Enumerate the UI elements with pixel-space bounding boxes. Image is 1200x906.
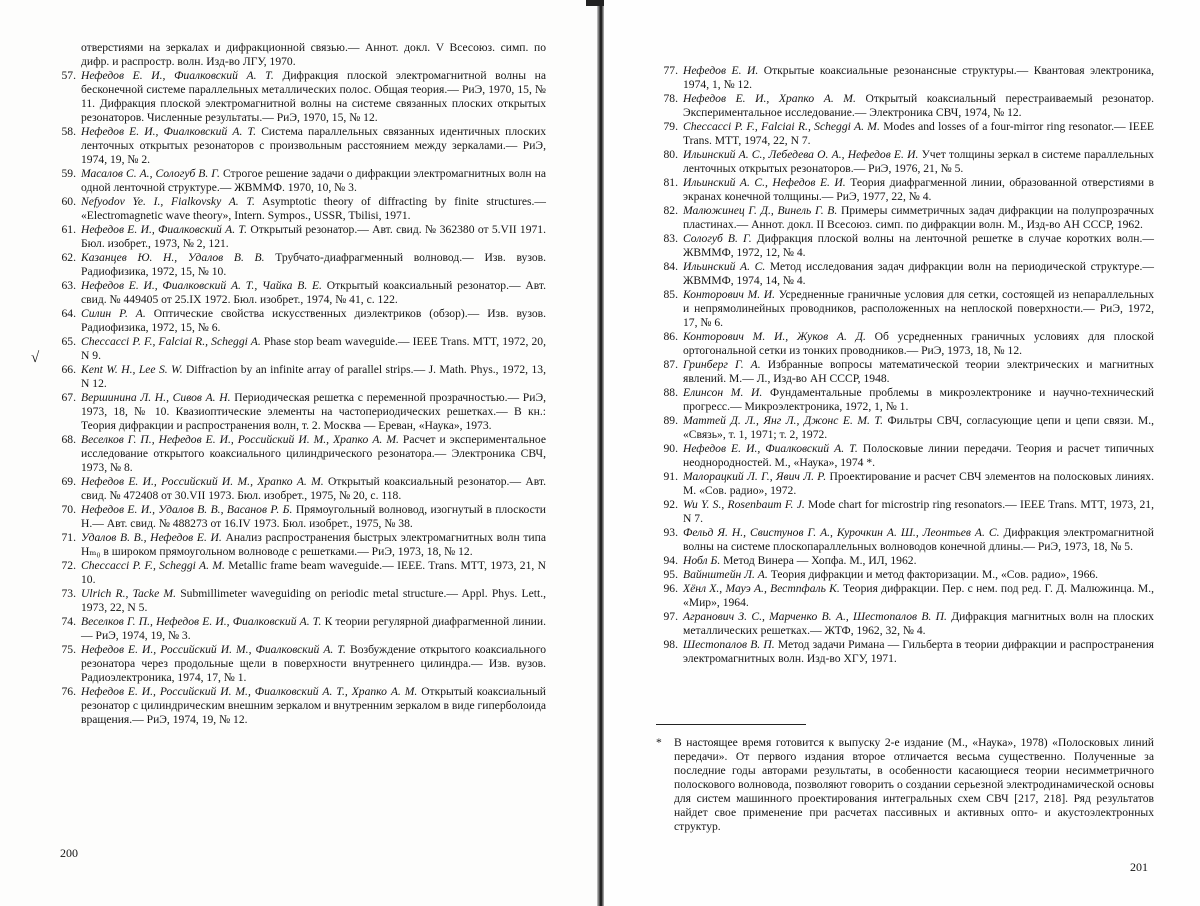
reference-number: 58. [61, 125, 76, 138]
reference-authors: Нефедов Е. И., Фиалковский А. Т. [81, 223, 248, 236]
reference-entry [54, 685, 546, 727]
footnote-text: В настоящее время готовится к выпуску 2-е издание (М., «Наука», 1978) «Полосковых линий передачи». От первого издания второе отличается весьма существенно. Полученные за последние годы авторами результаты, в особенности касающиеся теории несимметричного полоскового волновода, позволяют говорить о создании серьезной электродинамической основы для систем машинного проектирования интегральных схем СВЧ [217, 218]. Ряд результатов найдет свое применение при расчетах пассивных и активных опто- и акустоэлектронных структур. [674, 736, 1154, 833]
reference-text: Modes and losses of a four-mirror ring resonator.— IEEE Trans. MTT, 1974, 22, N 7. [683, 120, 1155, 147]
right-page [604, 0, 1200, 906]
reference-entry [656, 470, 1154, 498]
reference-number: 59. [61, 167, 76, 180]
reference-entry [656, 568, 1154, 582]
reference-text: Метод Винера — Хопфа. М., ИЛ, 1962. [723, 554, 917, 567]
reference-number: 72. [61, 559, 76, 572]
reference-text: Об усредненных граничных условиях для плоской ортогональной сетки из тонких проводников.— РиЭ, 1973, 18, № 12. [683, 330, 1154, 357]
reference-continuation: отверстиями на зеркалах и дифракционной связью.— Аннот. докл. V Всесоюз. симп. по дифр. и распростр. волн. Изд-во ЛГУ, 1970. [81, 41, 546, 68]
reference-authors: Малюжинец Г. Д., Винель Г. В. [683, 204, 838, 217]
reference-entry [54, 279, 546, 307]
reference-authors: Сологуб В. Г. [683, 232, 752, 245]
reference-number: 80. [663, 148, 678, 161]
reference-authors: Вершинина Л. Н., Сивов А. Н. [81, 391, 231, 404]
reference-text: Оптические свойства искусственных диэлектриков (обзор).— Изв. вузов. Радиофизика, 1972, 15, № 6. [81, 307, 546, 334]
reference-text: К теории регулярной диафрагменной линии.— РиЭ, 1974, 19, № 3. [81, 615, 546, 642]
reference-number: 93. [663, 526, 678, 539]
reference-number: 82. [663, 204, 678, 217]
reference-authors: Вайнштейн Л. А. [683, 568, 768, 581]
reference-authors: Нефедов Е. И., Фиалковский А. Т. [81, 69, 274, 82]
reference-number: 76. [61, 685, 76, 698]
reference-authors: Нефедов Е. И., Фиалковский А. Т., Чайка В. Е. [81, 279, 322, 292]
reference-authors: Нефедов Е. И., Фиалковский А. Т. [683, 442, 858, 455]
right-reference-column [656, 64, 1154, 666]
reference-authors: Малорацкий Л. Г., Явич Л. Р. [683, 470, 827, 483]
reference-authors: Nefyodov Ye. I., Fialkovsky A. T. [81, 195, 255, 208]
reference-authors: Конторович М. И., Жуков А. Д. [683, 330, 866, 343]
reference-number: 86. [663, 330, 678, 343]
reference-number: 89. [663, 414, 678, 427]
reference-text: Учет толщины зеркал в системе параллельных ленточных открытых резонаторов.— РиЭ, 1976, 21, № 5. [683, 148, 1154, 175]
reference-number: 88. [663, 386, 678, 399]
reference-entry [54, 475, 546, 503]
reference-authors: Нефедов Е. И., Российский И. М., Храпко А. М. [81, 475, 324, 488]
reference-entry [656, 498, 1154, 526]
reference-authors: Ильинский А. С., Лебедева О. А., Нефедов Е. И. [683, 148, 919, 161]
reference-authors: Ильинский А. С., Нефедов Е. И. [683, 176, 846, 189]
reference-entry [54, 251, 546, 279]
reference-text: Периодическая решетка с переменной прозрачностью.— РиЭ, 1973, 18, № 10. Квазиоптические элементы на частопериодических решетках.— В кн.: Теория дифракции и распространения волн, т. 2. Москва — Ереван, «Наука», 1973. [81, 391, 546, 432]
footnote-rule [656, 724, 806, 725]
reference-number: 68. [61, 433, 76, 446]
reference-entry [656, 92, 1154, 120]
reference-text: Расчет и экспериментальное исследование открытого коаксиального цилиндрического резонатора.— Электроника СВЧ, 1973, № 8. [81, 433, 547, 474]
left-reference-column [54, 41, 546, 727]
reference-entry [54, 195, 546, 223]
footnote [656, 736, 1154, 834]
reference-text: Mode chart for microstrip ring resonators.— IEEE Trans. MTT, 1973, 21, N 7. [683, 498, 1154, 525]
reference-authors: Checcacci P. F., Scheggi A. M. [81, 559, 225, 572]
reference-authors: Нефедов Е. И., Храпко А. М. [683, 92, 856, 105]
reference-text: Открытый коаксиальный перестраиваемый резонатор. Экспериментальное исследование.— Электроника СВЧ, 1974, № 12. [683, 92, 1154, 119]
reference-text: Полосковые линии передачи. Теория и расчет типичных неоднородностей. М., «Наука», 1974 *. [683, 442, 1154, 469]
reference-text: Метод исследования задач дифракции волн на периодической структуре.— ЖВММФ, 1974, 14, № 4. [683, 260, 1154, 287]
reference-authors: Нефедов Е. И., Российский И. М., Фиалковский А. Т. [81, 643, 346, 656]
reference-number: 57. [61, 69, 76, 82]
reference-text: Phase stop beam waveguide.— IEEE Trans. MTT, 1972, 20, N 9. [81, 335, 547, 362]
reference-number: 60. [61, 195, 76, 208]
reference-text: Трубчато-диафрагменный волновод.— Изв. вузов. Радиофизика, 1972, 15, № 10. [81, 251, 546, 278]
reference-entry [656, 64, 1154, 92]
reference-entry [54, 433, 546, 475]
reference-text: Submillimeter waveguiding on periodic metal structure.— Appl. Phys. Lett., 1973, 22, N 5. [81, 587, 546, 614]
reference-text: Открытый коаксиальный резонатор.— Авт. свид. № 449405 от 25.IX 1972. Бюл. изобрет., 1974, № 41, с. 122. [81, 279, 546, 306]
reference-text: Прямоугольный волновод, изогнутый в плоскости H.— Авт. свид. № 488273 от 16.IV 1973. Бюл. изобрет., 1975, № 38. [81, 503, 546, 530]
reference-number: 70. [61, 503, 76, 516]
reference-entry [656, 386, 1154, 414]
reference-text: Возбуждение открытого коаксиального резонатора через продольные щели в поверхности внутреннего цилиндра.— Изв. вузов. Радиоэлектроника, 1974, 17, № 1. [81, 643, 546, 684]
reference-text: Примеры симметричных задач дифракции на полупрозрачных пластинах.— Аннот. докл. II Всесоюз. симп. по дифракции волн. М., Изд-во АН СССР, 1962. [683, 204, 1154, 231]
reference-text: Усредненные граничные условия для сетки, состоящей из непараллельных и непрямолинейных проводников, расположенных на неплоской поверхности.— РиЭ, 1972, 17, № 6. [683, 288, 1154, 329]
reference-number: 90. [663, 442, 678, 455]
reference-number: 91. [663, 470, 678, 483]
reference-entry [656, 610, 1154, 638]
book-spine [597, 0, 604, 906]
reference-authors: Нефедов Е. И., Российский И. М., Фиалковский А. Т., Храпко А. М. [81, 685, 418, 698]
reference-entry [656, 442, 1154, 470]
reference-entry [54, 307, 546, 335]
reference-entry [656, 554, 1154, 568]
reference-text: Asymptotic theory of diffracting by finite structures.— «Electromagnetic wave theory», Intern. Sympos., USSR, Tbilisi, 1971. [81, 195, 546, 222]
reference-authors: Ulrich R., Tacke M. [81, 587, 176, 600]
reference-text: Diffraction by an infinite array of parallel strips.— J. Math. Phys., 1972, 13, N 12. [81, 363, 546, 390]
reference-authors: Конторович М. И. [683, 288, 776, 301]
reference-entry [656, 582, 1154, 610]
reference-number: 69. [61, 475, 76, 488]
reference-authors: Нефедов Е. И. [683, 64, 759, 77]
reference-authors: Wu Y. S., Rosenbaum F. J. [683, 498, 805, 511]
reference-number: 75. [61, 643, 76, 656]
reference-authors: Kent W. H., Lee S. W. [81, 363, 183, 376]
reference-number: 79. [663, 120, 678, 133]
reference-number: 96. [663, 582, 678, 595]
reference-authors: Шестопалов В. П. [683, 638, 775, 651]
reference-text: Строгое решение задачи о дифракции электромагнитных волн на одной ленточной структуре.— ЖВММФ. 1970, 10, № 3. [81, 167, 546, 194]
reference-authors: Удалов В. В., Нефедов Е. И. [81, 531, 222, 544]
reference-text: Теория дифракции. Пер. с нем. под ред. Г. Д. Малюжинца. М., «Мир», 1964. [683, 582, 1155, 609]
reference-entry [54, 69, 546, 125]
reference-number: 64. [61, 307, 76, 320]
reference-text: Metallic frame beam waveguide.— IEEE. Trans. MTT, 1973, 21, N 10. [81, 559, 546, 586]
reference-entry [656, 148, 1154, 176]
reference-number: 84. [663, 260, 678, 273]
reference-text: Фильтры СВЧ, согласующие цепи и цепи связи. М., «Связь», т. 1, 1971; т. 2, 1972. [683, 414, 1154, 441]
reference-number: 77. [663, 64, 678, 77]
reference-text: Фундаментальные проблемы в микроэлектронике и научно-технический прогресс.— Микроэлектроника, 1972, 1, № 1. [683, 386, 1154, 413]
reference-text: Дифракция плоской электромагнитной волны на бесконечной системе параллельных металлических полос. Общая теория.— РиЭ, 1970, 15, № 11. Дифракция плоской электромагнитной волны на системе связанных плоских открытых резонаторов. Численные результаты.— РиЭ, 1970, 15, № 12. [81, 69, 546, 124]
reference-entry [54, 363, 546, 391]
reference-authors: Фельд Я. Н., Свистунов Г. А., Курочкин А. Ш., Леонтьев А. С. [683, 526, 1000, 539]
reference-text: Метод задачи Римана — Гильберта в теории дифракции и распространения электромагнитных волн. Изд-во ХГУ, 1971. [683, 638, 1154, 665]
reference-authors: Ильинский А. С. [683, 260, 766, 273]
reference-text: Дифракция электромагнитной волны на системе плоскопараллельных волноводов конечной длины.— РиЭ, 1973, 18, № 5. [683, 526, 1154, 553]
reference-text: Проектирование и расчет СВЧ элементов на полосковых линиях. М. «Сов. радио», 1972. [683, 470, 1154, 497]
reference-entry [656, 330, 1154, 358]
reference-number: 73. [61, 587, 76, 600]
reference-text: Открытый коаксиальный резонатор с цилиндрическим внешним зеркалом и внутренним зеркалом в виде гиперболоида вращения.— РиЭ, 1974, 19, № 12. [81, 685, 546, 726]
reference-number: 92. [663, 498, 678, 511]
reference-entry [656, 176, 1154, 204]
reference-number: 87. [663, 358, 678, 371]
margin-check-mark: √ [31, 350, 40, 366]
reference-number: 98. [663, 638, 678, 651]
reference-number: 67. [61, 391, 76, 404]
reference-number: 63. [61, 279, 76, 292]
reference-authors: Хёнл Х., Мауэ А., Вестпфаль К. [683, 582, 840, 595]
reference-text: Открытый коаксиальный резонатор.— Авт. свид. № 472408 от 30.VII 1973. Бюл. изобрет., 1975, № 20, с. 118. [81, 475, 547, 502]
reference-number: 85. [663, 288, 678, 301]
reference-text: Анализ распространения быстрых электромагнитных волн типа Hₘ₀ в широком прямоугольном волноводе с решетками.— РиЭ, 1973, 18, № 12. [81, 531, 546, 558]
footnote-mark: * [656, 736, 662, 749]
reference-authors: Веселков Г. П., Нефедов Е. И., Российский И. М., Храпко А. М. [81, 433, 399, 446]
reference-entry [54, 587, 546, 615]
reference-number: 71. [61, 531, 76, 544]
reference-authors: Елинсон М. И. [683, 386, 763, 399]
reference-text: Дифракция магнитных волн на плоских металлических решетках.— ЖТФ, 1962, 32, № 4. [683, 610, 1154, 637]
reference-authors: Нобл Б. [683, 554, 721, 567]
reference-number: 62. [61, 251, 76, 264]
reference-entry [54, 391, 546, 433]
reference-text: Избранные вопросы математической теории электрических и магнитных явлений. М.— Л., Изд-во АН СССР, 1948. [683, 358, 1154, 385]
reference-number: 66. [61, 363, 76, 376]
page-number-left: 200 [60, 846, 78, 860]
reference-authors: Веселков Г. П., Нефедов Е. И., Фиалковский А. Т. [81, 615, 322, 628]
reference-number: 78. [663, 92, 678, 105]
reference-number: 65. [61, 335, 76, 348]
reference-authors: Масалов С. А., Сологуб В. Г. [81, 167, 220, 180]
reference-entry [656, 232, 1154, 260]
reference-text: Теория диафрагменной линии, образованной отверстиями в экранах конечной толщины.— РиЭ, 1977, 22, № 4. [683, 176, 1154, 203]
reference-text: Система параллельных связанных идентичных плоских ленточных открытых резонаторов с произвольным расстоянием между зеркалами.— РиЭ, 1974, 19, № 2. [81, 125, 546, 166]
reference-entry [656, 414, 1154, 442]
reference-number: 97. [663, 610, 678, 623]
reference-number: 94. [663, 554, 678, 567]
reference-entry [656, 638, 1154, 666]
reference-entry [54, 335, 546, 363]
reference-authors: Гринберг Г. А. [683, 358, 761, 371]
reference-authors: Checcacci P. F., Falciai R., Scheggi A. M. [683, 120, 880, 133]
reference-text: Теория дифракции и метод факторизации. М., «Сов. радио», 1966. [770, 568, 1099, 581]
reference-text: Открытые коаксиальные резонансные структуры.— Квантовая электроника, 1974, 1, № 12. [683, 64, 1154, 91]
reference-authors: Checcacci P. F., Falciai R., Scheggi A. [81, 335, 261, 348]
reference-authors: Силин Р. А. [81, 307, 146, 320]
reference-text: Дифракция плоской волны на ленточной решетке в случае коротких волн.— ЖВММФ, 1972, 12, № 4. [683, 232, 1154, 259]
reference-entry [54, 125, 546, 167]
reference-entry [54, 503, 546, 531]
reference-authors: Казанцев Ю. Н., Удалов В. В. [81, 251, 265, 264]
reference-entry [656, 526, 1154, 554]
reference-number: 61. [61, 223, 76, 236]
reference-entry [54, 223, 546, 251]
reference-number: 83. [663, 232, 678, 245]
reference-authors: Маттей Д. Л., Янг Л., Джонс Е. М. Т. [683, 414, 883, 427]
reference-entry [656, 260, 1154, 288]
reference-entry [54, 615, 546, 643]
reference-entry [54, 559, 546, 587]
reference-authors: Нефедов Е. И., Фиалковский А. Т. [81, 125, 257, 138]
reference-entry [656, 204, 1154, 232]
reference-text: Открытый резонатор.— Авт. свид. № 362380 от 5.VII 1971. Бюл. изобрет., 1973, № 2, 121. [81, 223, 547, 250]
reference-number: 74. [61, 615, 76, 628]
reference-authors: Нефедов Е. И., Удалов В. В., Васанов Р. Б. [81, 503, 293, 516]
reference-entry [54, 531, 546, 559]
reference-authors: Агранович З. С., Марченко В. А., Шестопалов В. П. [683, 610, 947, 623]
reference-entry [656, 358, 1154, 386]
page-number-right: 201 [1130, 860, 1148, 874]
reference-entry [54, 643, 546, 685]
reference-entry [54, 167, 546, 195]
reference-number: 95. [663, 568, 678, 581]
reference-entry [656, 288, 1154, 330]
reference-entry [656, 120, 1154, 148]
reference-number: 81. [663, 176, 678, 189]
